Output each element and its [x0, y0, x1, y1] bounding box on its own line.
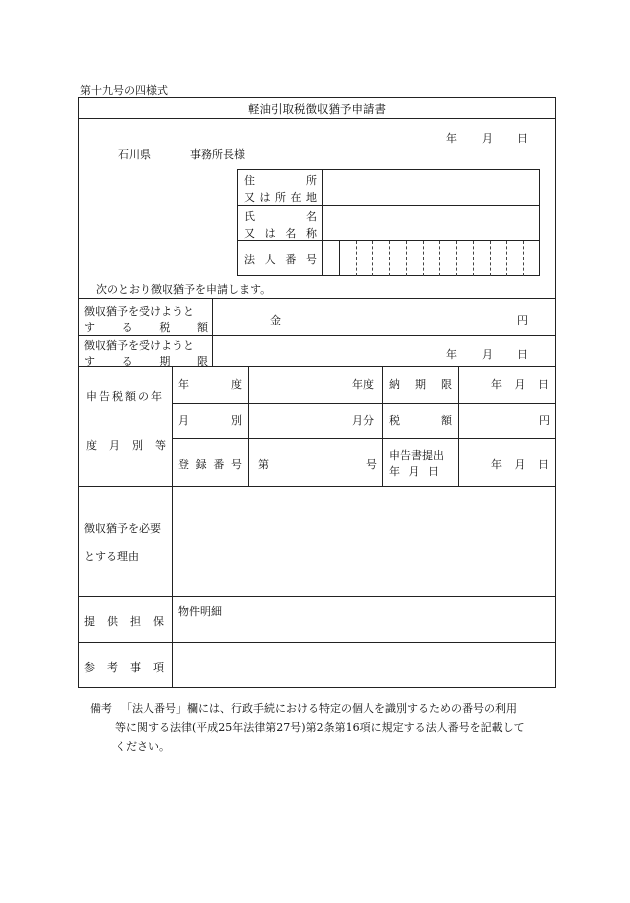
tax-amount-yen: 円 — [517, 314, 528, 327]
date-month: 月 — [482, 132, 493, 145]
date-day: 日 — [517, 132, 528, 145]
corp-number-field[interactable] — [322, 241, 540, 276]
divider — [172, 438, 556, 439]
digit-divider — [490, 241, 491, 276]
digit-divider — [389, 241, 390, 276]
digit-divider — [523, 241, 524, 276]
nendo-label: 年 度 — [178, 378, 242, 391]
divider — [382, 366, 383, 486]
name-label-sub: 又 は 名 称 — [244, 227, 317, 240]
note-line-1: 「法人番号」欄には、行政手続における特定の個人を識別するための番号の利用 — [121, 702, 517, 715]
tax-unit: 円 — [539, 414, 550, 427]
digit-divider — [406, 241, 407, 276]
reference-label: 参 考 事 項 — [84, 661, 164, 674]
divider — [78, 298, 556, 299]
address-field[interactable] — [323, 170, 539, 205]
deadline-date: 年 月 日 — [491, 378, 549, 391]
detail-left-label: 申告税額の年 — [86, 390, 164, 403]
tax-amount-label-sub: す る 税 額 — [84, 321, 208, 334]
period-label-sub: す る 期 限 — [84, 355, 208, 368]
digit-divider — [439, 241, 440, 276]
deadline-label: 納 期 限 — [389, 378, 452, 391]
name-label: 氏 名 — [244, 210, 317, 223]
collateral-label: 提 供 担 保 — [84, 615, 164, 628]
reason-label: 徴収猶予を必要 — [84, 522, 161, 535]
divider — [78, 366, 556, 367]
filing-date: 年 月 日 — [491, 458, 549, 471]
collateral-content: 物件明細 — [178, 605, 222, 618]
addressee-prefecture: 石川県 — [118, 148, 151, 161]
reference-field[interactable] — [173, 643, 555, 687]
digit-divider — [506, 241, 507, 276]
digit-divider — [473, 241, 474, 276]
divider — [78, 335, 556, 336]
tax-amount-label: 徴収猶予を受けようと — [84, 305, 194, 318]
period-label: 徴収猶予を受けようと — [84, 339, 194, 352]
detail-left-label-sub: 度 月 別 等 — [86, 439, 166, 452]
divider — [78, 118, 556, 119]
digit-divider — [339, 241, 340, 276]
corp-number-label: 法 人 番 号 — [244, 253, 317, 266]
form-number: 第十九号の四様式 — [80, 84, 168, 97]
filing-label-sub: 年 月 日 — [389, 465, 439, 478]
reason-label-sub: とする理由 — [84, 550, 139, 563]
note-head: 備考 — [90, 702, 112, 715]
digit-divider — [423, 241, 424, 276]
digit-divider — [456, 241, 457, 276]
period-month: 月 — [482, 348, 493, 361]
note-line-3: ください。 — [115, 740, 170, 753]
note-line-2: 等に関する法律(平成25年法律第27号)第2条第16項に規定する法人番号を記載して — [115, 721, 525, 734]
tax-amount-kin: 金 — [270, 314, 281, 327]
addressee-office: 事務所長様 — [190, 148, 245, 161]
reg-label: 登 録 番 号 — [178, 458, 242, 471]
digit-divider — [372, 241, 373, 276]
period-year: 年 — [446, 348, 457, 361]
month-label: 月 別 — [178, 414, 242, 427]
date-year: 年 — [446, 132, 457, 145]
month-unit: 月分 — [352, 414, 374, 427]
reg-go: 号 — [366, 458, 377, 471]
nendo-unit: 年度 — [352, 378, 374, 391]
divider — [248, 366, 249, 486]
period-day: 日 — [517, 348, 528, 361]
divider — [458, 366, 459, 486]
intro-text: 次のとおり徴収猶予を申請します。 — [96, 283, 272, 296]
address-label-sub: 又 は 所 在 地 — [244, 191, 317, 204]
address-label: 住 所 — [244, 174, 317, 187]
divider — [78, 596, 556, 597]
tax-label: 税 額 — [389, 414, 452, 427]
divider — [212, 298, 213, 366]
digit-divider — [356, 241, 357, 276]
name-field[interactable] — [323, 206, 539, 240]
filing-label: 申告書提出 — [389, 449, 444, 462]
divider — [172, 403, 556, 404]
reg-dai: 第 — [258, 458, 269, 471]
form-title: 軽油引取税徴収猶予申請書 — [248, 102, 386, 116]
reason-field[interactable] — [173, 487, 555, 595]
